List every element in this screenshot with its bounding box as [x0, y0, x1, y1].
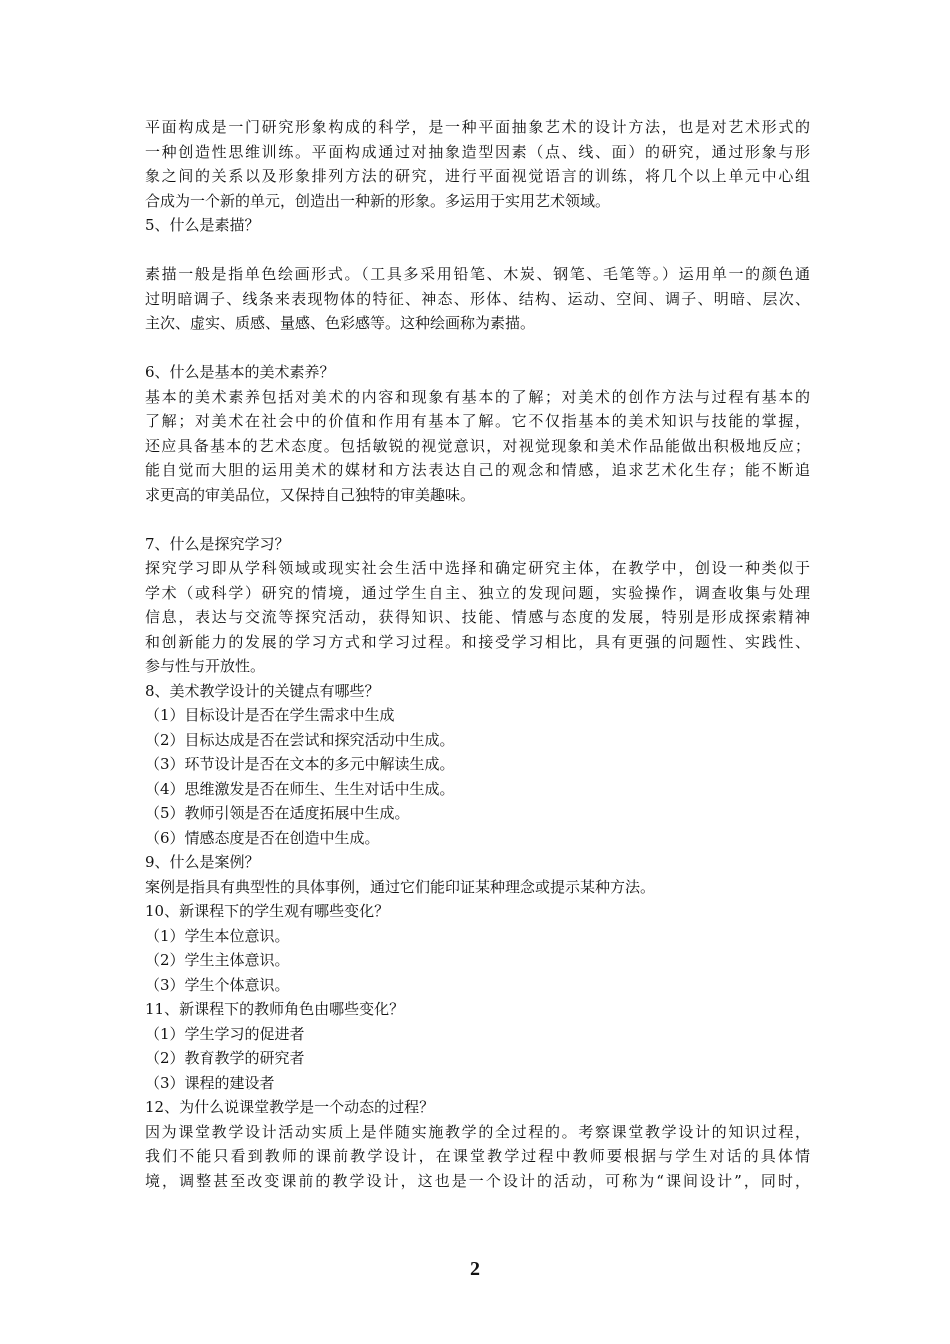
text-line: 能自觉而大胆的运用美术的媒材和方法表达自己的观念和情感，追求艺术化生存；能不断追	[145, 461, 810, 479]
list-item: （3）环节设计是否在文本的多元中解读生成。	[145, 755, 455, 773]
question-heading: 10、新课程下的学生观有哪些变化？	[145, 902, 390, 920]
text-line: 我们不能只看到教师的课前教学设计，在课堂教学过程中教师要根据与学生对话的具体情	[145, 1147, 810, 1165]
text-line: 素描一般是指单色绘画形式。（工具多采用铅笔、木炭、钢笔、毛笔等。）运用单一的颜色通	[145, 265, 810, 283]
list-item: （3）学生个体意识。	[145, 975, 290, 994]
list-item: （6）情感态度是否在创造中生成。	[145, 828, 380, 847]
text-line: 平面构成是一门研究形象构成的科学，是一种平面抽象艺术的设计方法，也是对艺术形式的	[145, 118, 810, 136]
text-line: 了解；对美术在社会中的价值和作用有基本了解。它不仅指基本的美术知识与技能的掌握，	[145, 412, 810, 430]
blank-line	[145, 238, 810, 263]
list-item: （1）学生学习的促进者	[145, 1024, 305, 1043]
text-line: 一种创造性思维训练。平面构成通过对抽象造型因素（点、线、面）的研究，通过形象与形	[145, 142, 810, 161]
text-line: 合成为一个新的单元，创造出一种新的形象。多运用于实用艺术领域。	[145, 191, 611, 210]
question-heading: 6、什么是基本的美术素养？	[145, 363, 335, 381]
text-line: 还应具备基本的艺术态度。包括敏锐的视觉意识，对视觉现象和美术作品能做出积极地反应；	[145, 436, 810, 455]
text-line: 因为课堂教学设计活动实质上是伴随实施教学的全过程的。考察课堂教学设计的知识过程，	[145, 1122, 810, 1141]
text-line: 学术（或科学）研究的情境，通过学生自主、独立的发现问题，实验操作，调查收集与处理	[145, 583, 810, 602]
list-item: （3）课程的建设者	[145, 1073, 275, 1092]
list-item: （1）目标设计是否在学生需求中生成	[145, 706, 395, 724]
blank-line	[145, 336, 810, 361]
text-line: 主次、虚实、质感、量感、色彩感等。这种绘画称为素描。	[145, 314, 536, 332]
question-heading: 9、什么是案例？	[145, 853, 260, 871]
page-number: 2	[470, 1258, 480, 1280]
list-item: （2）教育教学的研究者	[145, 1049, 305, 1067]
list-item: （1）学生本位意识。	[145, 926, 290, 945]
text-line: 基本的美术素养包括对美术的内容和现象有基本的了解；对美术的创作方法与过程有基本的	[145, 387, 810, 406]
document-body	[145, 115, 810, 1193]
text-line: 境，调整甚至改变课前的教学设计，这也是一个设计的活动，可称为“课间设计”，同时，	[145, 1171, 810, 1190]
text-line: 参与性与开放性。	[145, 657, 266, 675]
blank-line	[145, 507, 810, 532]
text-line: 信息，表达与交流等探究活动，获得知识、技能、情感与态度的发展，特别是形成探索精神	[145, 608, 810, 626]
question-heading: 8、美术教学设计的关键点有哪些？	[145, 681, 380, 700]
text-line: 过明暗调子、线条来表现物体的特征、神态、形体、结构、运动、空间、调子、明暗、层次、	[145, 289, 810, 308]
question-heading: 5、什么是素描？	[145, 216, 260, 234]
list-item: （2）学生主体意识。	[145, 951, 290, 969]
list-item: （5）教师引领是否在适度拓展中生成。	[145, 804, 410, 822]
text-line: 和创新能力的发展的学习方式和学习过程。和接受学习相比，具有更强的问题性、实践性、	[145, 632, 810, 651]
text-line: 象之间的关系以及形象排列方法的研究，进行平面视觉语言的训练，将几个以上单元中心组	[145, 167, 810, 185]
question-heading: 7、什么是探究学习？	[145, 534, 290, 553]
list-item: （4）思维激发是否在师生、生生对话中生成。	[145, 779, 455, 798]
question-heading: 11、新课程下的教师角色由哪些变化？	[145, 1000, 405, 1018]
text-line: 求更高的审美品位，又保持自己独特的审美趣味。	[145, 485, 476, 504]
text-line: 案例是指具有典型性的具体事例，通过它们能印证某种理念或提示某种方法。	[145, 877, 656, 896]
list-item: （2）目标达成是否在尝试和探究活动中生成。	[145, 730, 455, 749]
question-heading: 12、为什么说课堂教学是一个动态的过程？	[145, 1098, 435, 1116]
text-line: 探究学习即从学科领域或现实社会生活中选择和确定研究主体，在教学中，创设一种类似于	[145, 559, 810, 577]
